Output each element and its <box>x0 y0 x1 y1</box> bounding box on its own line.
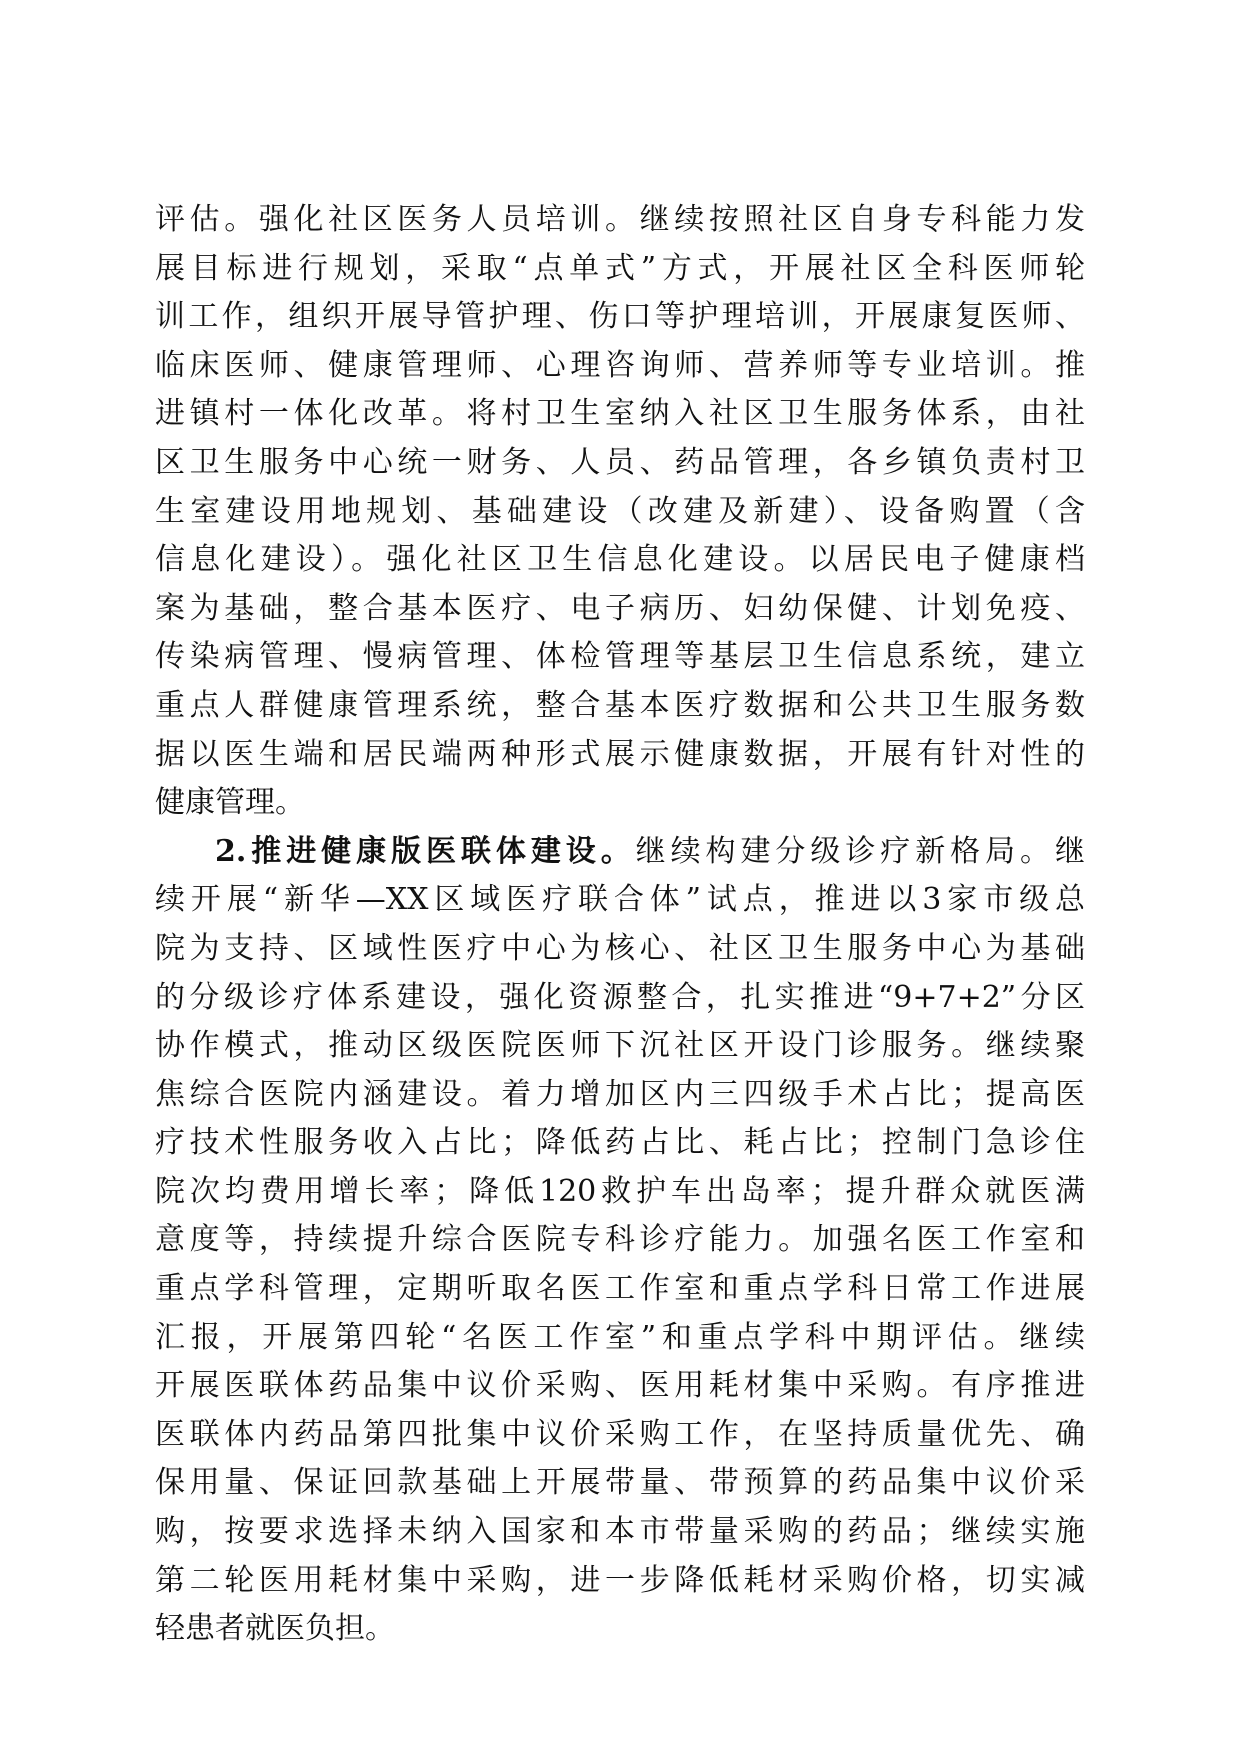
text-line: 汇报，开展第四轮“名医工作室”和重点学科中期评估。继续 <box>155 1319 1085 1355</box>
text-line: 续开展“新华—XX区域医疗联合体”试点，推进以3家市级总 <box>155 882 1085 918</box>
text-line: 的分级诊疗体系建设，强化资源整合，扎实推进“9+7+2”分区 <box>155 979 1085 1015</box>
text-line: 进镇村一体化改革。将村卫生室纳入社区卫生服务体系，由社 <box>155 396 1085 432</box>
paragraph-community-health <box>155 196 1085 828</box>
text-line: 区卫生服务中心统一财务、人员、药品管理，各乡镇负责村卫 <box>155 444 1085 480</box>
text-line-first <box>155 828 1085 877</box>
heading-line-text: 继续构建分级诊疗新格局。继 <box>635 833 1085 869</box>
text-line: 临床医师、健康管理师、心理咨询师、营养师等专业培训。推 <box>155 347 1085 383</box>
text-line: 轻患者就医负担。 <box>155 1611 395 1647</box>
text-line: 重点人群健康管理系统，整合基本医疗数据和公共卫生服务数 <box>155 687 1085 723</box>
text-line: 展目标进行规划，采取“点单式”方式，开展社区全科医师轮 <box>155 250 1085 286</box>
text-line: 健康管理。 <box>155 785 305 821</box>
text-line: 院次均费用增长率；降低120救护车出岛率；提升群众就医满 <box>155 1173 1085 1209</box>
paragraph-medical-alliance <box>155 828 1085 1654</box>
text-line: 疗技术性服务收入占比；降低药占比、耗占比；控制门急诊住 <box>155 1125 1085 1161</box>
text-line: 院为支持、区域性医疗中心为核心、社区卫生服务中心为基础 <box>155 930 1085 966</box>
section-heading: 2.推进健康版医联体建设。 <box>215 833 636 869</box>
text-line: 训工作，组织开展导管护理、伤口等护理培训，开展康复医师、 <box>155 299 1085 335</box>
text-line: 保用量、保证回款基础上开展带量、带预算的药品集中议价采 <box>155 1465 1085 1501</box>
text-line: 生室建设用地规划、基础建设（改建及新建）、设备购置（含 <box>155 493 1085 529</box>
text-line: 焦综合医院内涵建设。着力增加区内三四级手术占比；提高医 <box>155 1076 1085 1112</box>
text-line: 案为基础，整合基本医疗、电子病历、妇幼保健、计划免疫、 <box>155 590 1085 626</box>
text-line: 传染病管理、慢病管理、体检管理等基层卫生信息系统，建立 <box>155 639 1085 675</box>
text-line: 第二轮医用耗材集中采购，进一步降低耗材采购价格，切实减 <box>155 1562 1085 1598</box>
text-line: 医联体内药品第四批集中议价采购工作，在坚持质量优先、确 <box>155 1416 1085 1452</box>
body-text <box>155 196 1085 1654</box>
text-line: 评估。强化社区医务人员培训。继续按照社区自身专科能力发 <box>155 202 1085 237</box>
text-line: 意度等，持续提升综合医院专科诊疗能力。加强名医工作室和 <box>155 1222 1085 1258</box>
text-line: 开展医联体药品集中议价采购、医用耗材集中采购。有序推进 <box>155 1368 1085 1404</box>
text-line: 购，按要求选择未纳入国家和本市带量采购的药品；继续实施 <box>155 1514 1085 1550</box>
text-line: 协作模式，推动区级医院医师下沉社区开设门诊服务。继续聚 <box>155 1028 1085 1064</box>
text-line: 信息化建设）。强化社区卫生信息化建设。以居民电子健康档 <box>155 542 1085 578</box>
text-line: 重点学科管理，定期听取名医工作室和重点学科日常工作进展 <box>155 1271 1085 1307</box>
text-line: 据以医生端和居民端两种形式展示健康数据，开展有针对性的 <box>155 736 1085 772</box>
